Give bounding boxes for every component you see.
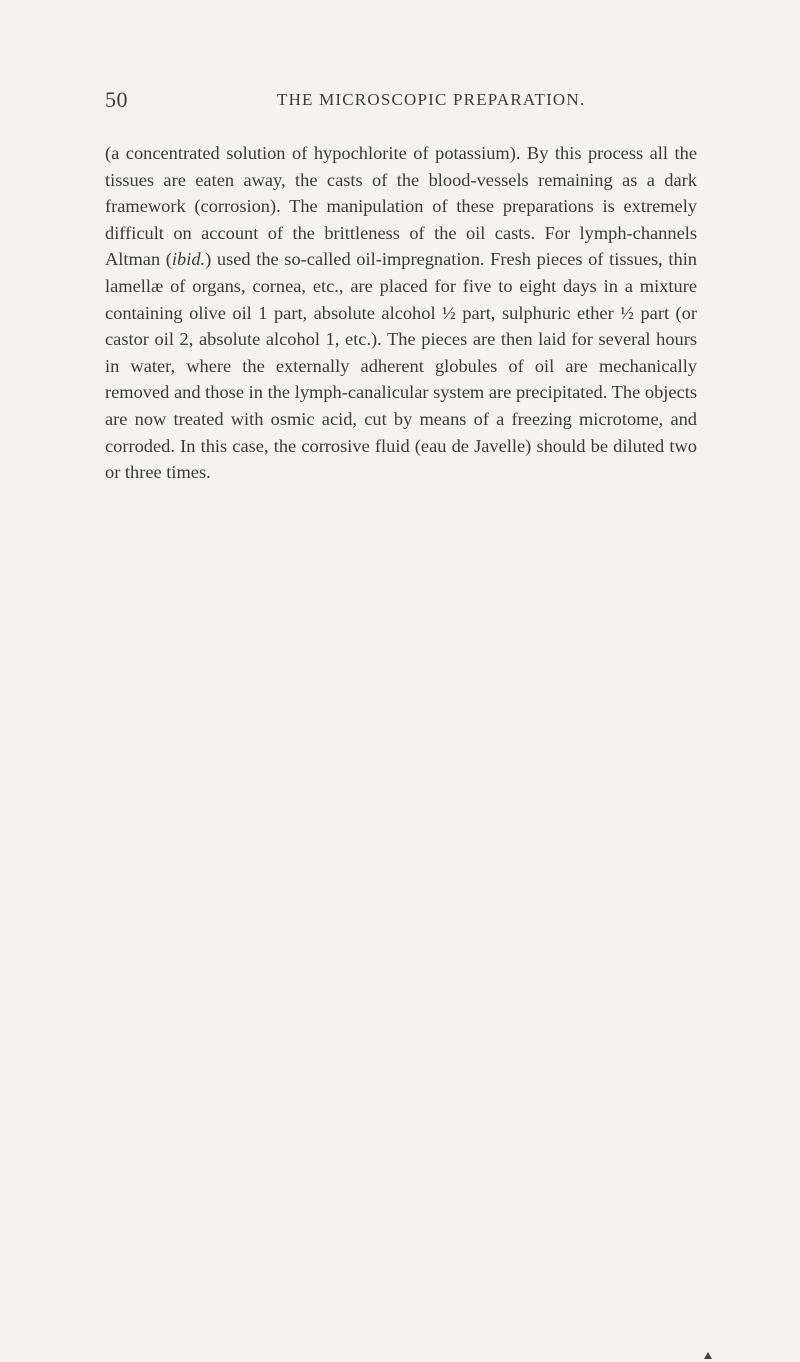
paragraph-text-part-2: ) used the so-called oil-impregnation. Fresh pieces of tissues, thin lamellæ of organs, cornea, etc., are placed for five to eight days in a mixture containing olive oil 1 part, absolute alcohol ½ part, sulphuric ether ½ part (or castor oil 2, absolute alcohol 1, etc.). The pieces are then laid for several hours in water, where the externally adherent globules of oil are mechanically removed and those in the lymph-canalicular system are precipitated. The objects are now treated with osmic acid, cut by means of a freezing microtome, and corroded. In this case, the corrosive fluid (eau de Javelle) should be diluted two or three times. — [105, 249, 697, 483]
ibid-citation: ibid. — [171, 249, 206, 270]
page-number: 50 — [105, 87, 128, 112]
body-paragraph — [105, 140, 697, 486]
running-head: THE MICROSCOPIC PREPARATION. — [277, 90, 586, 109]
printer-mark-icon — [704, 1352, 712, 1359]
paragraph-text-part-1: (a concentrated solution of hypochlorite of potassium). By this process all the tissues are eaten away, the casts of the blood-vessels remaining as a dark framework (corrosion). The manipulation of these preparations is extremely difficult on account of the brittleness of the oil casts. For lymph-channels Altman ( — [105, 143, 697, 270]
